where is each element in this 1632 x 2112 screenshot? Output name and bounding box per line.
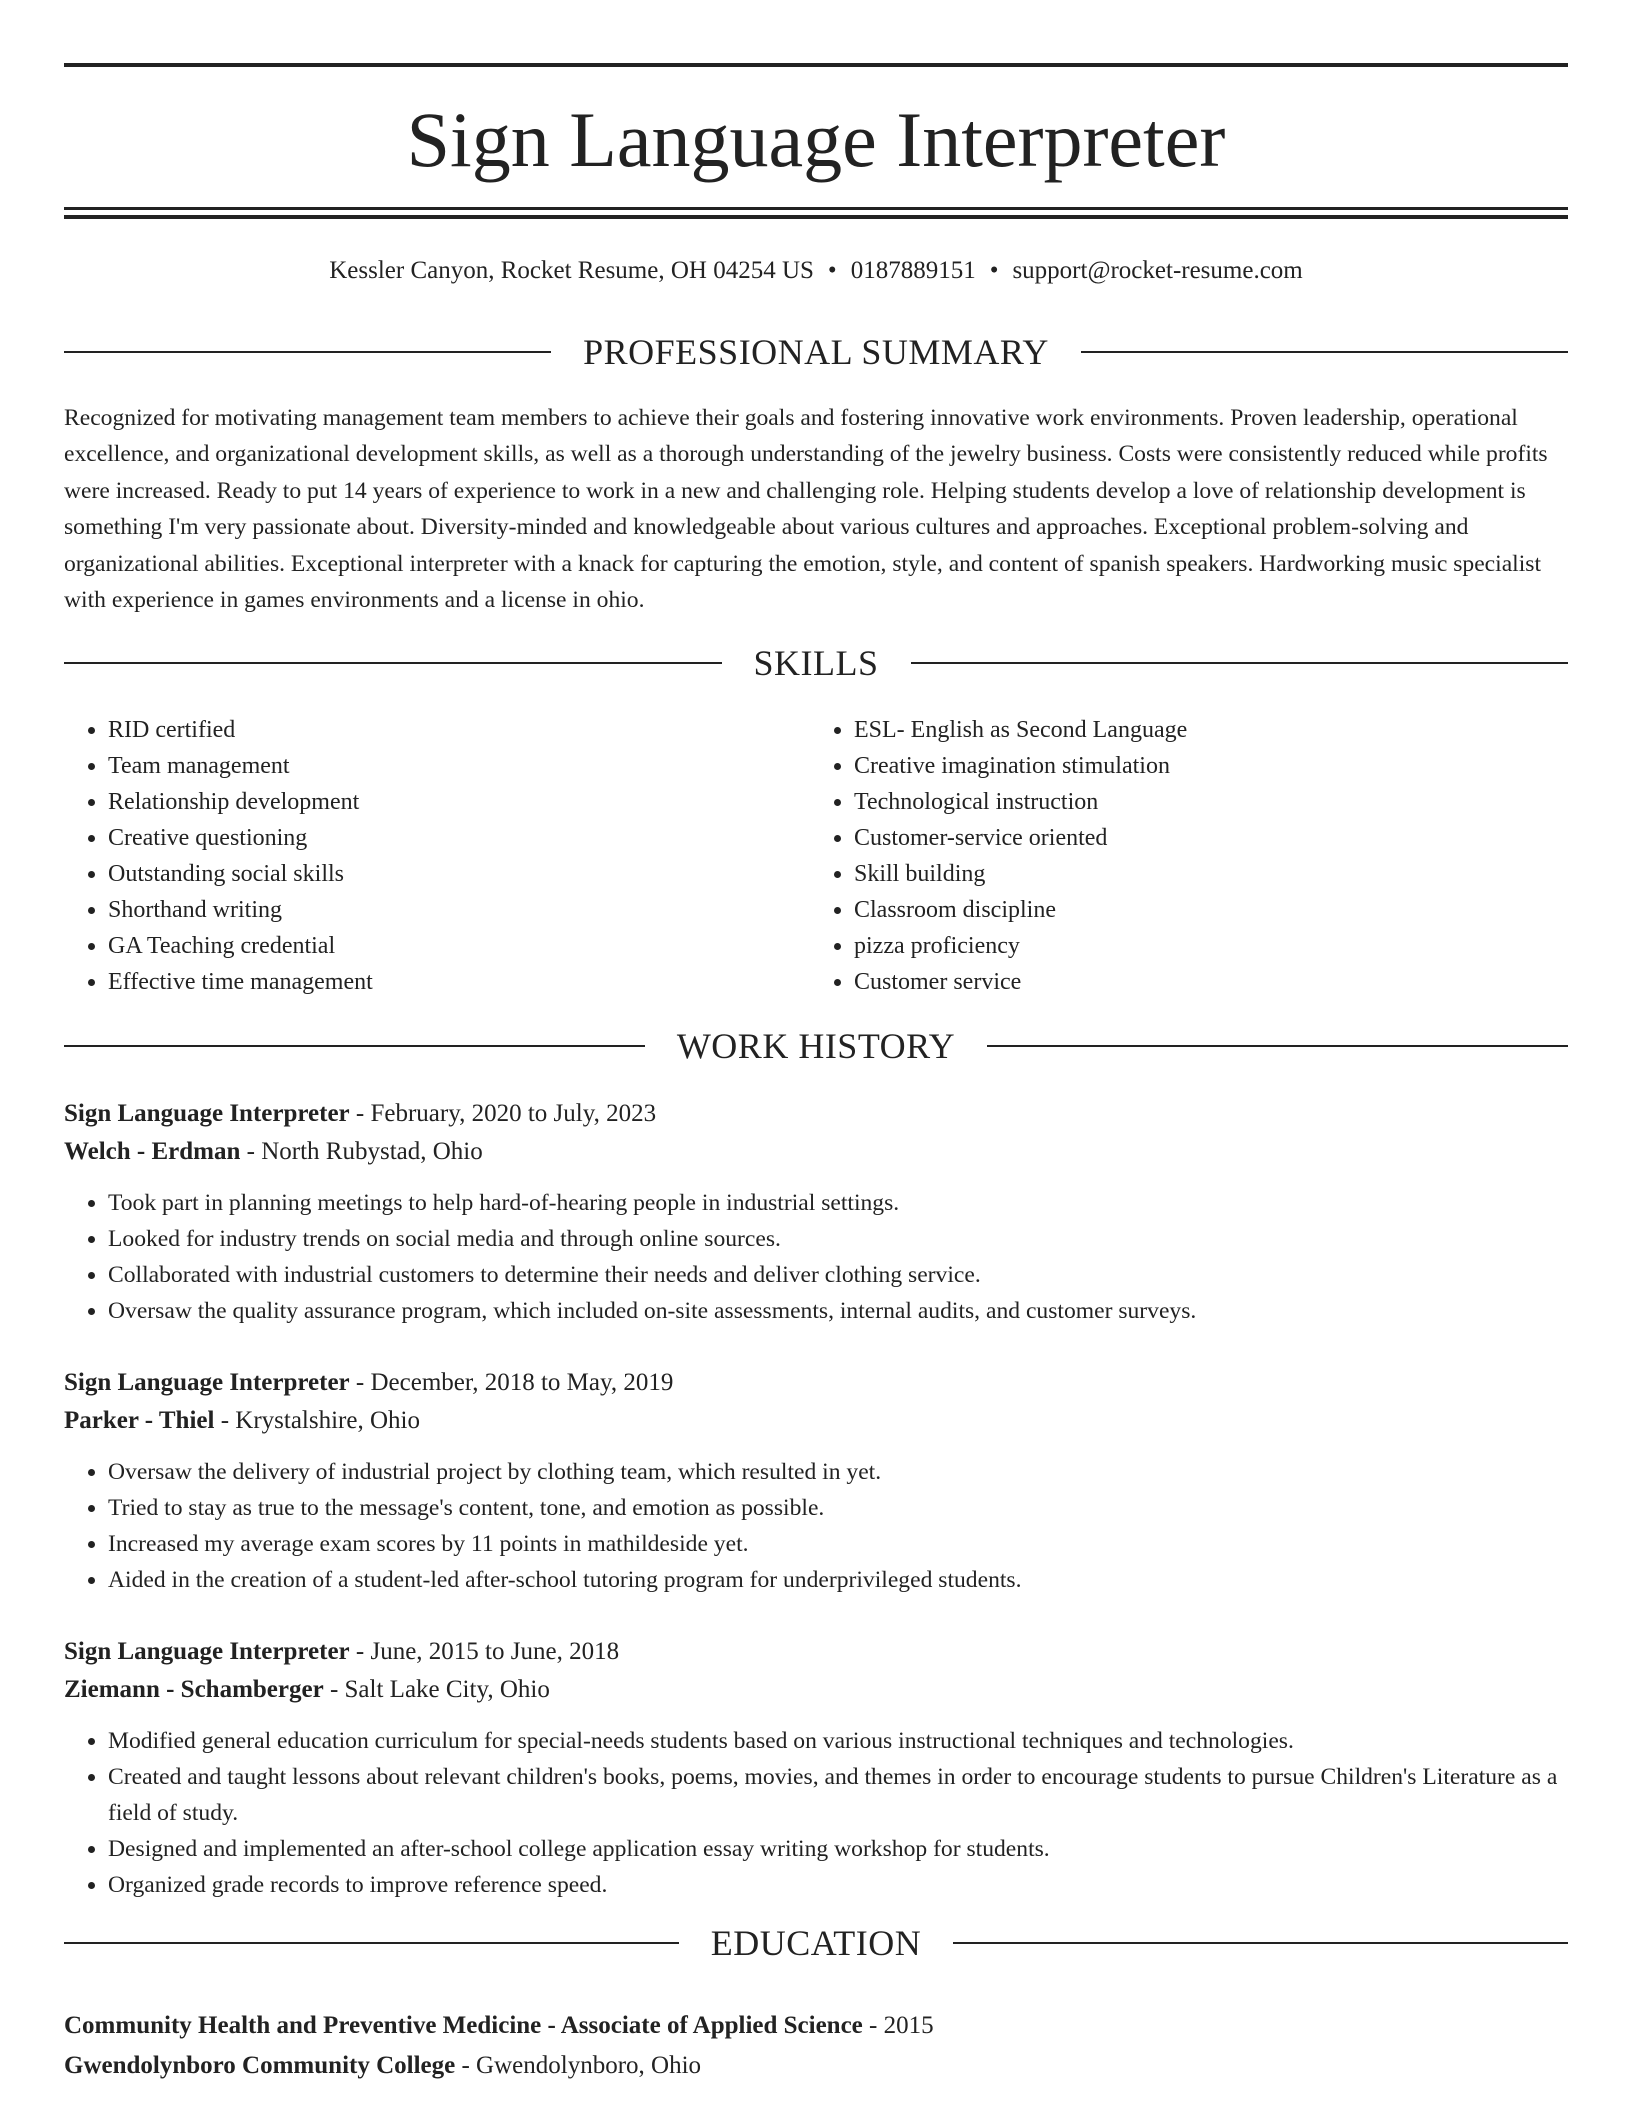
job-bullet: • Took part in planning meetings to help hard-of-hearing people in industrial settings. bbox=[108, 1185, 1568, 1221]
job-title-line bbox=[64, 1364, 1568, 1402]
job-bullet: • Oversaw the quality assurance program, which included on-site assessments, internal audits, and customer surveys. bbox=[108, 1293, 1568, 1329]
skill-item: • Customer-service oriented bbox=[854, 820, 1554, 856]
candidate-name: Sign Language Interpreter bbox=[406, 96, 1226, 183]
education-school: Gwendolynboro Community College bbox=[64, 2052, 456, 2079]
job-dates: - February, 2020 to July, 2023 bbox=[349, 1100, 657, 1127]
job-title: Sign Language Interpreter bbox=[64, 1638, 350, 1665]
job-title-line bbox=[64, 1095, 1568, 1133]
job-company: Ziemann - Schamberger bbox=[64, 1676, 324, 1703]
job-company: Welch - Erdman bbox=[64, 1138, 241, 1165]
summary-text: Recognized for motivating management team members to achieve their goals and fostering innovative work environments. Proven leadership, operational excellence, and organizational development skills, as well as a thorough understanding of the jewelry business. Costs were consistently reduced while profits were increased. Ready to put 14 years of experience to work in a new and challenging role. Helping students develop a love of relationship development is something I'm very passionate about. Diversity-minded and knowledgeable about various cultures and approaches. Exceptional problem-solving and organizational abilities. Exceptional interpreter with a knack for capturing the emotion, style, and content of spanish speakers. Hardworking music specialist with experience in games environments and a license in ohio. bbox=[64, 405, 1548, 614]
job-bullet: • Created and taught lessons about relevant children's books, poems, movies, and themes in order to encourage students to pursue Children's Literature as a field of study. bbox=[108, 1759, 1568, 1831]
heading-rule bbox=[64, 1942, 679, 1944]
job-entry bbox=[64, 1633, 1568, 1903]
education-year: - 2015 bbox=[862, 2012, 934, 2039]
contact-address: Kessler Canyon, Rocket Resume, OH 04254 US bbox=[329, 257, 814, 284]
contact-line bbox=[64, 254, 1568, 288]
skills-title: SKILLS bbox=[753, 643, 879, 683]
heading-rule bbox=[64, 351, 551, 353]
skills-heading bbox=[64, 643, 1568, 683]
summary-heading bbox=[64, 332, 1568, 372]
skill-item: • Relationship development bbox=[108, 784, 808, 820]
heading-rule bbox=[64, 1045, 645, 1047]
job-bullet: • Collaborated with industrial customers to determine their needs and deliver clothing service. bbox=[108, 1257, 1568, 1293]
education-title: EDUCATION bbox=[710, 1923, 922, 1963]
job-title: Sign Language Interpreter bbox=[64, 1100, 350, 1127]
job-bullet: • Modified general education curriculum for special-needs students based on various instructional techniques and technologies. bbox=[108, 1723, 1568, 1759]
contact-separator: • bbox=[827, 257, 837, 284]
skill-item: • Technological instruction bbox=[854, 784, 1554, 820]
education-heading bbox=[64, 1923, 1568, 1963]
double-rule-upper bbox=[64, 207, 1568, 210]
skill-item: • pizza proficiency bbox=[854, 928, 1554, 964]
skill-item: • Creative imagination stimulation bbox=[854, 748, 1554, 784]
job-title: Sign Language Interpreter bbox=[64, 1369, 350, 1396]
job-company-line bbox=[64, 1402, 1568, 1440]
job-company-line bbox=[64, 1133, 1568, 1171]
job-bullet: • Aided in the creation of a student-led after-school tutoring program for underprivileged students. bbox=[108, 1562, 1568, 1598]
heading-rule bbox=[64, 662, 722, 664]
job-dates: - December, 2018 to May, 2019 bbox=[349, 1369, 674, 1396]
job-location: - Krystalshire, Ohio bbox=[214, 1407, 420, 1434]
skill-item: • Customer service bbox=[854, 964, 1554, 1000]
job-bullet: • Tried to stay as true to the message's content, tone, and emotion as possible. bbox=[108, 1490, 1568, 1526]
job-location: - Salt Lake City, Ohio bbox=[323, 1676, 550, 1703]
contact-phone: 0187889151 bbox=[850, 257, 976, 284]
heading-rule bbox=[987, 1045, 1568, 1047]
education-degree: Community Health and Preventive Medicine - Associate of Applied Science bbox=[64, 2012, 863, 2039]
double-rule-lower bbox=[64, 215, 1568, 219]
job-company: Parker - Thiel bbox=[64, 1407, 215, 1434]
skill-item: • Creative questioning bbox=[108, 820, 808, 856]
job-title-line bbox=[64, 1633, 1568, 1671]
skill-item: • Effective time management bbox=[108, 964, 808, 1000]
contact-email[interactable]: support@rocket-resume.com bbox=[1012, 257, 1303, 284]
skills-list bbox=[64, 712, 1568, 1000]
skill-item: • GA Teaching credential bbox=[108, 928, 808, 964]
work-title: WORK HISTORY bbox=[676, 1026, 956, 1066]
job-bullets bbox=[64, 1454, 1568, 1598]
job-bullet: • Organized grade records to improve reference speed. bbox=[108, 1867, 1568, 1903]
job-bullet: • Looked for industry trends on social media and through online sources. bbox=[108, 1221, 1568, 1257]
summary-title: PROFESSIONAL SUMMARY bbox=[583, 332, 1049, 372]
skill-item: • Outstanding social skills bbox=[108, 856, 808, 892]
skill-item: • Classroom discipline bbox=[854, 892, 1554, 928]
skill-item: • Shorthand writing bbox=[108, 892, 808, 928]
work-heading bbox=[64, 1026, 1568, 1066]
education-degree-line bbox=[64, 2006, 1568, 2046]
job-bullets bbox=[64, 1185, 1568, 1329]
job-bullets bbox=[64, 1723, 1568, 1903]
heading-rule bbox=[911, 662, 1569, 664]
job-entry bbox=[64, 1364, 1568, 1598]
skill-item: • Team management bbox=[108, 748, 808, 784]
skills-column-left bbox=[64, 712, 808, 1000]
education-location: - Gwendolynboro, Ohio bbox=[455, 2052, 702, 2079]
job-bullet: • Oversaw the delivery of industrial project by clothing team, which resulted in yet. bbox=[108, 1454, 1568, 1490]
top-rule bbox=[64, 63, 1568, 67]
job-company-line bbox=[64, 1671, 1568, 1709]
job-bullet: • Increased my average exam scores by 11 points in mathildeside yet. bbox=[108, 1526, 1568, 1562]
heading-rule bbox=[953, 1942, 1568, 1944]
skill-item: • Skill building bbox=[854, 856, 1554, 892]
job-dates: - June, 2015 to June, 2018 bbox=[349, 1638, 620, 1665]
heading-rule bbox=[1081, 351, 1568, 353]
contact-separator: • bbox=[989, 257, 999, 284]
job-bullet: • Designed and implemented an after-school college application essay writing workshop for students. bbox=[108, 1831, 1568, 1867]
education-school-line bbox=[64, 2046, 1568, 2086]
skills-column-right bbox=[808, 712, 1554, 1000]
job-entry bbox=[64, 1095, 1568, 1329]
job-location: - North Rubystad, Ohio bbox=[240, 1138, 483, 1165]
skill-item: • ESL- English as Second Language bbox=[854, 712, 1554, 748]
education-entry bbox=[64, 2006, 1568, 2086]
skill-item: • RID certified bbox=[108, 712, 808, 748]
